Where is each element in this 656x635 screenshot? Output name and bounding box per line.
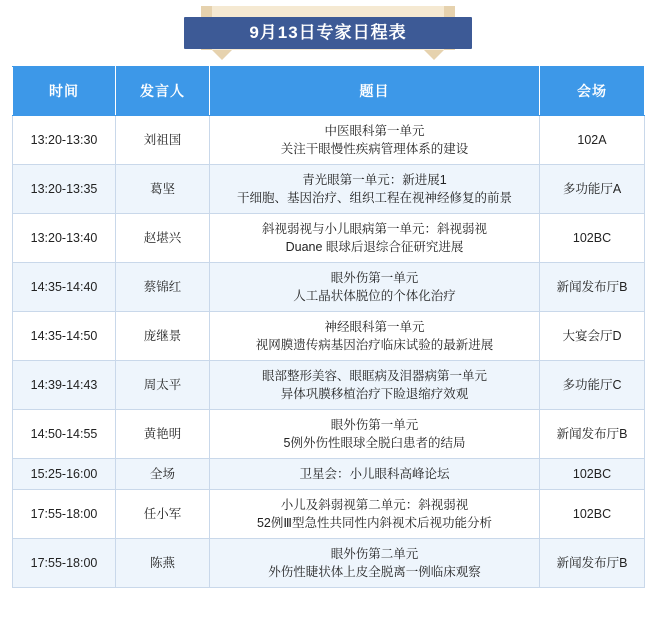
title-banner	[0, 0, 656, 62]
cell-speaker: 陈燕	[116, 539, 210, 588]
cell-speaker: 黄艳明	[116, 410, 210, 459]
cell-time: 17:55-18:00	[13, 539, 116, 588]
topic-line: 52例Ⅲ型急性共同性内斜视术后视功能分析	[256, 516, 493, 530]
cell-speaker: 蔡锦红	[116, 263, 210, 312]
topic-line: Duane 眼球后退综合征研究进展	[285, 240, 464, 254]
topic-line: 外伤性睫状体上皮全脱离一例临床观察	[268, 565, 481, 579]
table-row	[13, 312, 645, 361]
topic-line: 人工晶状体脱位的个体化治疗	[293, 289, 456, 303]
table-body	[13, 116, 645, 588]
cell-venue: 多功能厅A	[540, 165, 645, 214]
topic-line: 关注干眼慢性疾病管理体系的建设	[280, 142, 469, 156]
ribbon-tail-right	[424, 50, 444, 60]
topic-line: 斜视弱视与小儿眼病第一单元：斜视弱视	[261, 222, 487, 236]
cell-venue: 102BC	[540, 490, 645, 539]
topic-line: 中医眼科第一单元	[324, 124, 425, 138]
topic-line: 视网膜遗传病基因治疗临床试验的最新进展	[255, 338, 494, 352]
cell-speaker: 刘祖国	[116, 116, 210, 165]
table-row	[13, 214, 645, 263]
topic-line: 青光眼第一单元：新进展1	[302, 173, 447, 187]
topic-line: 5例外伤性眼球全脱臼患者的结局	[283, 436, 466, 450]
cell-time: 14:35-14:40	[13, 263, 116, 312]
cell-venue: 大宴会厅D	[540, 312, 645, 361]
cell-venue: 102BC	[540, 459, 645, 490]
cell-time: 13:20-13:35	[13, 165, 116, 214]
cell-topic	[210, 165, 540, 214]
ribbon-tail-left	[212, 50, 232, 60]
cell-venue: 新闻发布厅B	[540, 410, 645, 459]
cell-venue: 102BC	[540, 214, 645, 263]
cell-speaker: 赵堪兴	[116, 214, 210, 263]
table-row	[13, 410, 645, 459]
cell-speaker: 葛坚	[116, 165, 210, 214]
cell-time: 13:20-13:40	[13, 214, 116, 263]
cell-topic	[210, 116, 540, 165]
cell-time: 17:55-18:00	[13, 490, 116, 539]
cell-time: 14:39-14:43	[13, 361, 116, 410]
topic-line: 眼外伤第一单元	[330, 418, 419, 432]
table-row	[13, 116, 645, 165]
cell-time: 13:20-13:30	[13, 116, 116, 165]
table-row	[13, 490, 645, 539]
cell-topic	[210, 410, 540, 459]
cell-topic	[210, 263, 540, 312]
cell-venue: 多功能厅C	[540, 361, 645, 410]
cell-speaker: 庞继景	[116, 312, 210, 361]
topic-line: 眼外伤第一单元	[330, 271, 419, 285]
column-header-time: 时间	[13, 67, 116, 116]
table-header-row	[13, 67, 645, 116]
cell-speaker: 周太平	[116, 361, 210, 410]
column-header-topic: 题目	[210, 67, 540, 116]
cell-venue: 新闻发布厅B	[540, 539, 645, 588]
column-header-speaker: 发言人	[116, 67, 210, 116]
cell-time: 15:25-16:00	[13, 459, 116, 490]
page-title: 9月13日专家日程表	[249, 23, 407, 42]
cell-topic	[210, 490, 540, 539]
cell-topic	[210, 214, 540, 263]
topic-line: 神经眼科第一单元	[324, 320, 425, 334]
topic-line: 干细胞、基因治疗、组织工程在视神经修复的前景	[236, 191, 512, 205]
topic-line: 异体巩膜移植治疗下睑退缩疗效观	[280, 387, 469, 401]
page-title-bar	[184, 17, 472, 49]
topic-line: 眼部整形美容、眼眶病及泪器病第一单元	[261, 369, 487, 383]
schedule-table-wrap	[12, 66, 644, 588]
table-header	[13, 67, 645, 116]
table-row	[13, 361, 645, 410]
cell-time: 14:50-14:55	[13, 410, 116, 459]
topic-line: 卫星会：小儿眼科高峰论坛	[299, 467, 450, 481]
table-row	[13, 165, 645, 214]
table-row	[13, 539, 645, 588]
column-header-venue: 会场	[540, 67, 645, 116]
cell-time: 14:35-14:50	[13, 312, 116, 361]
cell-speaker: 任小军	[116, 490, 210, 539]
table-row	[13, 459, 645, 490]
topic-line: 小儿及斜弱视第二单元：斜视弱视	[280, 498, 469, 512]
table-row	[13, 263, 645, 312]
cell-topic	[210, 459, 540, 490]
cell-speaker: 全场	[116, 459, 210, 490]
topic-line: 眼外伤第二单元	[330, 547, 419, 561]
cell-venue: 102A	[540, 116, 645, 165]
cell-topic	[210, 312, 540, 361]
cell-topic	[210, 539, 540, 588]
cell-topic	[210, 361, 540, 410]
schedule-table	[12, 66, 645, 588]
cell-venue: 新闻发布厅B	[540, 263, 645, 312]
